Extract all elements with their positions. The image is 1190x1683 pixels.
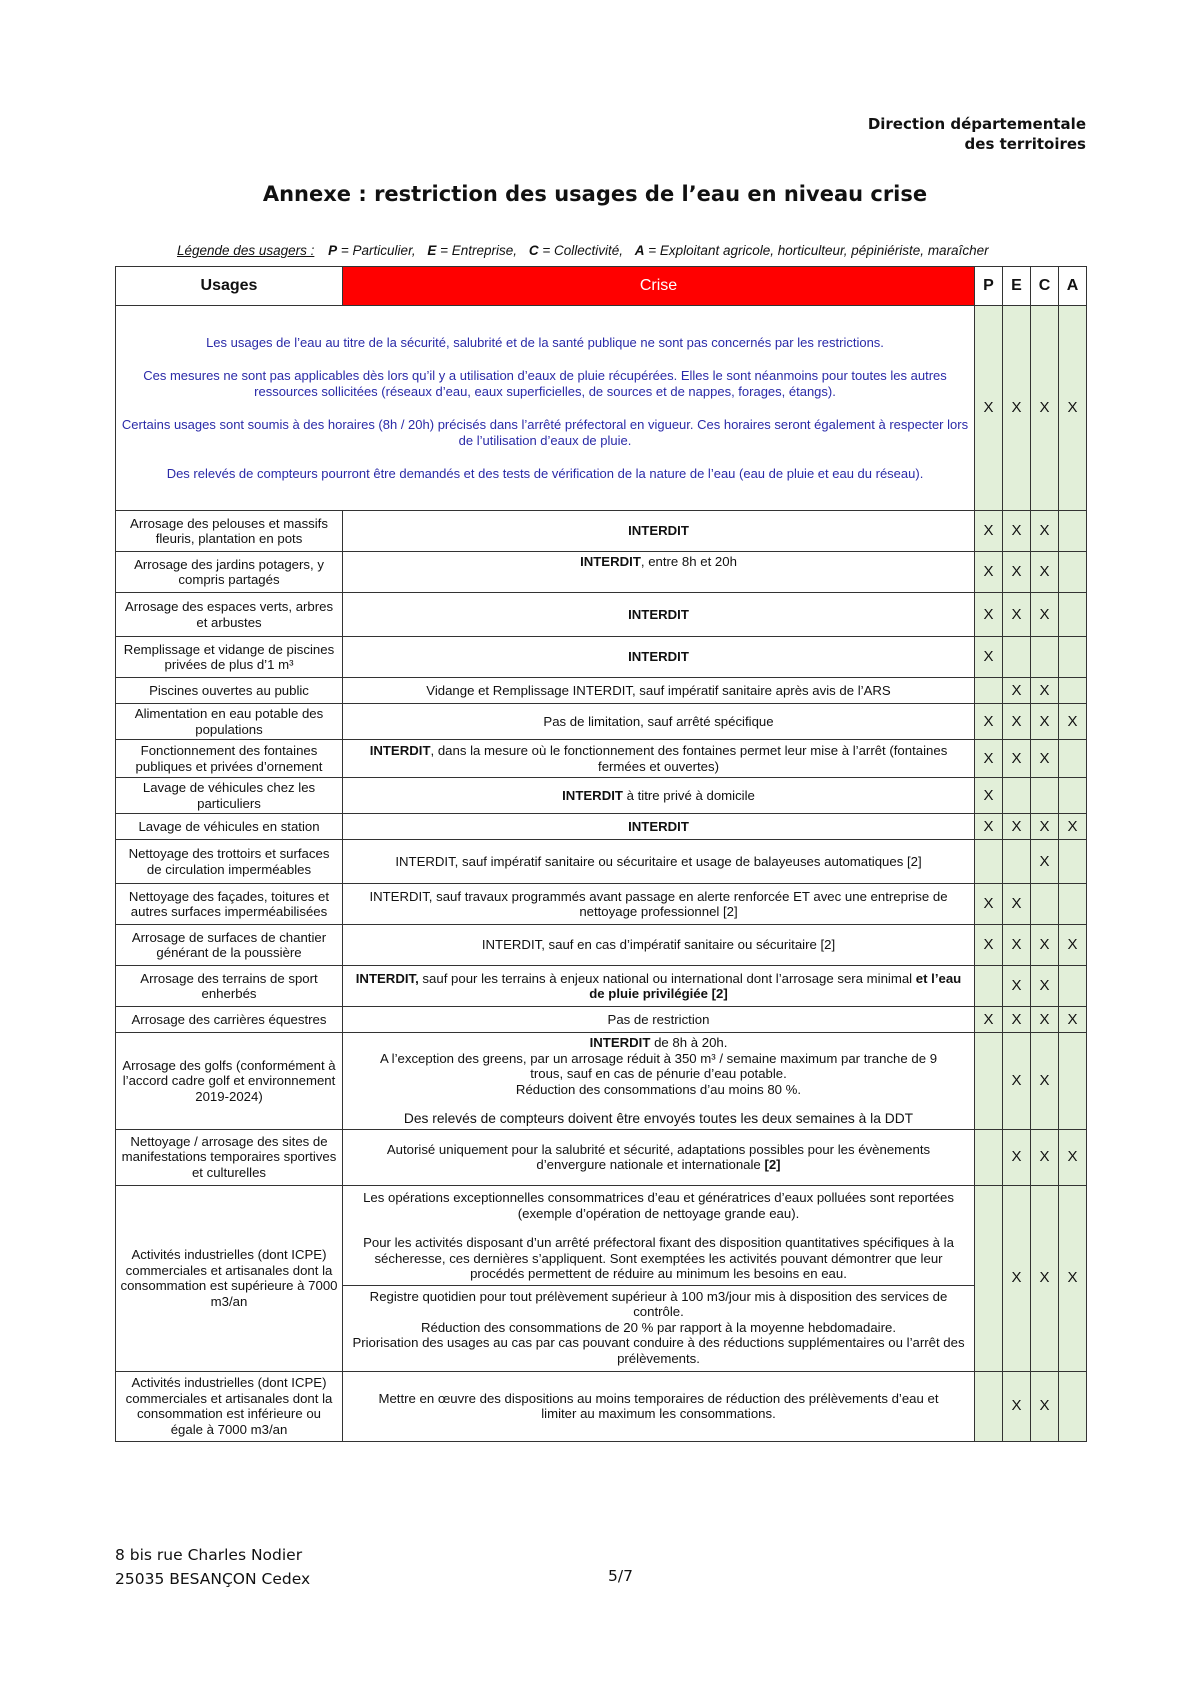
crise-bold: INTERDIT, bbox=[355, 970, 419, 986]
mark-p: X bbox=[975, 306, 1003, 511]
crise-cell bbox=[343, 1007, 975, 1033]
table-row bbox=[116, 1007, 1087, 1033]
mark-a bbox=[1059, 552, 1087, 593]
mark-e: X bbox=[1003, 552, 1031, 593]
mark-e: X bbox=[1003, 740, 1031, 778]
usage-cell: Remplissage et vidange de piscines privées de plus d’1 m³ bbox=[116, 637, 343, 678]
crise-bold: INTERDIT bbox=[628, 818, 689, 834]
table-row bbox=[116, 1033, 1087, 1130]
mark-e: X bbox=[1003, 884, 1031, 925]
crise-text: Vidange et Remplissage INTERDIT, sauf impératif sanitaire après avis de l’ARS bbox=[426, 682, 891, 698]
mark-e: X bbox=[1003, 704, 1031, 740]
mark-a bbox=[1059, 678, 1087, 704]
crise-cell bbox=[343, 552, 975, 593]
mark-c: X bbox=[1031, 552, 1059, 593]
crise-cell bbox=[343, 884, 975, 925]
legend-label: Légende des usagers : bbox=[177, 243, 315, 258]
crise-subblock bbox=[343, 1286, 974, 1370]
mark-a: X bbox=[1059, 704, 1087, 740]
mark-p bbox=[975, 1033, 1003, 1130]
mark-c: X bbox=[1031, 1129, 1059, 1185]
legend-c-text: = Collectivité, bbox=[542, 243, 623, 258]
mark-e bbox=[1003, 637, 1031, 678]
crise-line: Réduction des consommations de 20 % par rapport à la moyenne hebdomadaire. bbox=[420, 1319, 897, 1335]
table-row bbox=[116, 884, 1087, 925]
crise-text: INTERDIT, sauf travaux programmés avant passage en alerte renforcée ET avec une entreprise de nettoyage professionnel [2] bbox=[369, 888, 948, 919]
usage-cell: Piscines ouvertes au public bbox=[116, 678, 343, 704]
usage-cell: Arrosage de surfaces de chantier générant de la poussière bbox=[116, 925, 343, 966]
mark-a: X bbox=[1059, 814, 1087, 840]
usage-cell: Nettoyage des façades, toitures et autres surfaces imperméabilisées bbox=[116, 884, 343, 925]
mark-c: X bbox=[1031, 678, 1059, 704]
crise-bold: INTERDIT bbox=[628, 649, 689, 665]
mark-c: X bbox=[1031, 966, 1059, 1007]
crise-cell bbox=[343, 1185, 975, 1371]
mark-c: X bbox=[1031, 306, 1059, 511]
header-a: A bbox=[1059, 267, 1087, 306]
table-row bbox=[116, 966, 1087, 1007]
spacer bbox=[347, 1097, 970, 1111]
mark-p bbox=[975, 1185, 1003, 1371]
intro-paragraph: Certains usages sont soumis à des horaires (8h / 20h) précisés dans l’arrêté préfectoral en vigueur. Ces horaires seront également à respecter lors de l’utilisation d’eaux de pluie. bbox=[121, 417, 969, 448]
crise-line: Les opérations exceptionnelles consommatrices d’eau et génératrices d’eaux polluées sont reportées (exemple d’opération de nettoyage grande eau). bbox=[363, 1190, 954, 1221]
usage-cell: Nettoyage / arrosage des sites de manifestations temporaires sportives et culturelles bbox=[116, 1129, 343, 1185]
usage-cell: Activités industrielles (dont ICPE) commerciales et artisanales dont la consommation est supérieure à 7000 m3/an bbox=[116, 1185, 343, 1371]
header-c: C bbox=[1031, 267, 1059, 306]
spacer bbox=[347, 1221, 970, 1235]
mark-e: X bbox=[1003, 1371, 1031, 1441]
mark-p: X bbox=[975, 511, 1003, 552]
mark-p: X bbox=[975, 593, 1003, 637]
crise-cell bbox=[343, 840, 975, 884]
mark-p bbox=[975, 678, 1003, 704]
crise-text: , dans la mesure où le fonctionnement des fontaines permet leur mise à l’arrêt (fontaines fermées et ouvertes) bbox=[430, 743, 948, 774]
usage-cell: Arrosage des jardins potagers, y compris partagés bbox=[116, 552, 343, 593]
mark-a: X bbox=[1059, 1185, 1087, 1371]
mark-e: X bbox=[1003, 925, 1031, 966]
crise-bold: INTERDIT bbox=[628, 606, 689, 622]
org-name bbox=[868, 114, 1086, 154]
crise-bold: et l’eau de pluie privilégiée [2] bbox=[589, 970, 962, 1001]
mark-p: X bbox=[975, 814, 1003, 840]
footer-address bbox=[115, 1543, 310, 1591]
crise-bold: INTERDIT bbox=[369, 743, 431, 758]
table-row bbox=[116, 704, 1087, 740]
mark-a: X bbox=[1059, 1007, 1087, 1033]
table-row bbox=[116, 511, 1087, 552]
mark-p bbox=[975, 1129, 1003, 1185]
page-title: Annexe : restriction des usages de l’eau en niveau crise bbox=[262, 182, 928, 206]
mark-e: X bbox=[1003, 1033, 1031, 1130]
crise-cell bbox=[343, 966, 975, 1007]
crise-text: à titre privé à domicile bbox=[622, 787, 755, 803]
address-line-1: 8 bis rue Charles Nodier bbox=[115, 1546, 303, 1564]
usage-cell: Arrosage des golfs (conformément à l’accord cadre golf et environnement 2019-2024) bbox=[116, 1033, 343, 1130]
mark-e: X bbox=[1003, 306, 1031, 511]
header-p: P bbox=[975, 267, 1003, 306]
crise-subblock bbox=[343, 1187, 974, 1286]
crise-line: A l’exception des greens, par un arrosage réduit à 350 m³ / semaine maximum par tranche de 9 trous, sauf en cas de pénurie d’eau potable. bbox=[379, 1050, 938, 1081]
table-row bbox=[116, 552, 1087, 593]
mark-a: X bbox=[1059, 1129, 1087, 1185]
mark-a bbox=[1059, 1371, 1087, 1441]
intro-paragraph: Les usages de l’eau au titre de la sécurité, salubrité et de la santé publique ne sont pas concernés par les restrictions. bbox=[206, 334, 884, 350]
legend-e-text: = Entreprise, bbox=[440, 243, 518, 258]
table-row bbox=[116, 925, 1087, 966]
crise-cell bbox=[343, 704, 975, 740]
crise-text: de 8h à 20h. bbox=[650, 1035, 728, 1050]
usage-cell: Fonctionnement des fontaines publiques et privées d’ornement bbox=[116, 740, 343, 778]
crise-text: Autorisé uniquement pour la salubrité et sécurité, adaptations possibles pour les évènements d’envergure nationale et internationale bbox=[386, 1141, 931, 1172]
usage-cell: Arrosage des pelouses et massifs fleuris, plantation en pots bbox=[116, 511, 343, 552]
table-row bbox=[116, 637, 1087, 678]
mark-a bbox=[1059, 637, 1087, 678]
mark-p bbox=[975, 840, 1003, 884]
mark-c: X bbox=[1031, 840, 1059, 884]
crise-cell bbox=[343, 740, 975, 778]
header-crise: Crise bbox=[343, 267, 975, 306]
mark-c: X bbox=[1031, 814, 1059, 840]
mark-e: X bbox=[1003, 1007, 1031, 1033]
mark-c bbox=[1031, 637, 1059, 678]
usage-cell: Arrosage des carrières équestres bbox=[116, 1007, 343, 1033]
crise-line: Priorisation des usages au cas par cas pouvant conduire à des réductions supplémentaires ou l’arrêt des prélèvements. bbox=[352, 1335, 965, 1366]
org-line-2: des territoires bbox=[964, 135, 1086, 153]
mark-a bbox=[1059, 966, 1087, 1007]
mark-c: X bbox=[1031, 1371, 1059, 1441]
restrictions-table bbox=[115, 266, 1087, 1442]
mark-c: X bbox=[1031, 704, 1059, 740]
mark-c: X bbox=[1031, 1007, 1059, 1033]
mark-a bbox=[1059, 840, 1087, 884]
mark-a bbox=[1059, 593, 1087, 637]
mark-e: X bbox=[1003, 593, 1031, 637]
intro-paragraph: Des relevés de compteurs pourront être demandés et des tests de vérification de la nature de l’eau (eau de pluie et eau du réseau). bbox=[166, 466, 924, 481]
mark-c: X bbox=[1031, 925, 1059, 966]
crise-text: sauf pour les terrains à enjeux national ou international dont l’arrosage sera minimal bbox=[418, 970, 916, 986]
crise-text: INTERDIT, sauf impératif sanitaire ou sécuritaire et usage de balayeuses automatiques [2] bbox=[395, 853, 922, 869]
mark-c: X bbox=[1031, 593, 1059, 637]
mark-p: X bbox=[975, 884, 1003, 925]
mark-p: X bbox=[975, 925, 1003, 966]
mark-a bbox=[1059, 1033, 1087, 1130]
crise-line bbox=[347, 1035, 970, 1051]
crise-text: Pas de restriction bbox=[607, 1011, 710, 1027]
mark-p: X bbox=[975, 778, 1003, 814]
mark-c: X bbox=[1031, 740, 1059, 778]
crise-line: Des relevés de compteurs doivent être envoyés toutes les deux semaines à la DDT bbox=[403, 1111, 914, 1126]
legend bbox=[177, 243, 989, 258]
crise-bold: INTERDIT bbox=[628, 523, 689, 539]
usage-cell: Lavage de véhicules chez les particuliers bbox=[116, 778, 343, 814]
usage-cell: Activités industrielles (dont ICPE) commerciales et artisanales dont la consommation est inférieure ou égale à 7000 m3/an bbox=[116, 1371, 343, 1441]
header-e: E bbox=[1003, 267, 1031, 306]
crise-cell bbox=[343, 511, 975, 552]
crise-cell: Mettre en œuvre des dispositions au moins temporaires de réduction des prélèvements d’eau et limiter au maximum les consommations. bbox=[343, 1371, 975, 1441]
table-row bbox=[116, 1185, 1087, 1371]
table-row bbox=[116, 1371, 1087, 1441]
mark-e bbox=[1003, 778, 1031, 814]
mark-p: X bbox=[975, 1007, 1003, 1033]
usage-cell: Arrosage des espaces verts, arbres et arbustes bbox=[116, 593, 343, 637]
crise-text: Pas de limitation, sauf arrêté spécifique bbox=[543, 713, 774, 729]
mark-e: X bbox=[1003, 814, 1031, 840]
legend-c-key: C bbox=[528, 243, 539, 258]
usage-cell: Arrosage des terrains de sport enherbés bbox=[116, 966, 343, 1007]
mark-e: X bbox=[1003, 1129, 1031, 1185]
legend-e-key: E bbox=[427, 243, 437, 258]
crise-text: , entre 8h et 20h bbox=[640, 554, 737, 569]
table-row bbox=[116, 593, 1087, 637]
mark-e: X bbox=[1003, 966, 1031, 1007]
mark-p: X bbox=[975, 637, 1003, 678]
mark-a bbox=[1059, 778, 1087, 814]
address-line-2: 25035 BESANÇON Cedex bbox=[115, 1570, 311, 1588]
table-row bbox=[116, 1129, 1087, 1185]
crise-bold: INTERDIT bbox=[562, 787, 623, 803]
mark-p: X bbox=[975, 740, 1003, 778]
header-usages: Usages bbox=[116, 267, 343, 306]
crise-cell bbox=[343, 778, 975, 814]
table-row bbox=[116, 740, 1087, 778]
intro-cell bbox=[116, 306, 975, 511]
org-line-1: Direction départementale bbox=[867, 115, 1086, 133]
crise-cell bbox=[343, 1033, 975, 1130]
mark-a: X bbox=[1059, 306, 1087, 511]
table-row bbox=[116, 814, 1087, 840]
mark-a bbox=[1059, 884, 1087, 925]
crise-text: INTERDIT, sauf en cas d’impératif sanitaire ou sécuritaire [2] bbox=[481, 937, 836, 953]
mark-c: X bbox=[1031, 1185, 1059, 1371]
mark-c bbox=[1031, 778, 1059, 814]
mark-p: X bbox=[975, 704, 1003, 740]
usage-cell: Alimentation en eau potable des populations bbox=[116, 704, 343, 740]
table-row bbox=[116, 678, 1087, 704]
mark-a bbox=[1059, 511, 1087, 552]
intro-row bbox=[116, 306, 1087, 511]
mark-p bbox=[975, 1371, 1003, 1441]
crise-cell bbox=[343, 925, 975, 966]
mark-a: X bbox=[1059, 925, 1087, 966]
mark-c: X bbox=[1031, 511, 1059, 552]
legend-a-text: = Exploitant agricole, horticulteur, pépiniériste, maraîcher bbox=[648, 243, 989, 258]
crise-bold: INTERDIT bbox=[589, 1035, 651, 1050]
crise-cell bbox=[343, 593, 975, 637]
legend-p-text: = Particulier, bbox=[340, 243, 416, 258]
mark-p bbox=[975, 966, 1003, 1007]
usage-cell: Lavage de véhicules en station bbox=[116, 814, 343, 840]
crise-cell bbox=[343, 814, 975, 840]
mark-c: X bbox=[1031, 1033, 1059, 1130]
crise-cell bbox=[343, 637, 975, 678]
mark-e: X bbox=[1003, 511, 1031, 552]
crise-line: Réduction des consommations d’au moins 80 %. bbox=[515, 1081, 802, 1097]
crise-bold: [2] bbox=[764, 1157, 781, 1172]
crise-bold: INTERDIT bbox=[580, 554, 641, 569]
table-row bbox=[116, 778, 1087, 814]
table-row bbox=[116, 840, 1087, 884]
mark-p: X bbox=[975, 552, 1003, 593]
mark-e: X bbox=[1003, 678, 1031, 704]
crise-line: Registre quotidien pour tout prélèvement supérieur à 100 m3/jour mis à disposition des services de contrôle. bbox=[369, 1288, 948, 1319]
mark-e bbox=[1003, 840, 1031, 884]
intro-paragraph: Ces mesures ne sont pas applicables dès lors qu’il y a utilisation d’eaux de pluie récupérées. Elles le sont néanmoins pour toutes les autres ressources sollicitées (réseaux d’eau, eaux superficielles, de sources et de nappes, forages, étangs). bbox=[143, 368, 947, 399]
mark-e: X bbox=[1003, 1185, 1031, 1371]
legend-p-key: P bbox=[328, 243, 338, 258]
mark-c bbox=[1031, 884, 1059, 925]
mark-a bbox=[1059, 740, 1087, 778]
crise-cell bbox=[343, 678, 975, 704]
usage-cell: Nettoyage des trottoirs et surfaces de circulation imperméables bbox=[116, 840, 343, 884]
crise-line: Pour les activités disposant d’un arrêté préfectoral fixant des disposition quantitatives spécifiques à la sécheresse, ces dernières s’appliquent. Sont exemptées les activités pouvant démontrer que leur procédés permettent de réduire au minimum les besoins en eau. bbox=[363, 1235, 954, 1281]
table-header-row bbox=[116, 267, 1087, 306]
page-number: 5/7 bbox=[608, 1567, 633, 1585]
legend-a-key: A bbox=[634, 243, 645, 258]
crise-cell bbox=[343, 1129, 975, 1185]
